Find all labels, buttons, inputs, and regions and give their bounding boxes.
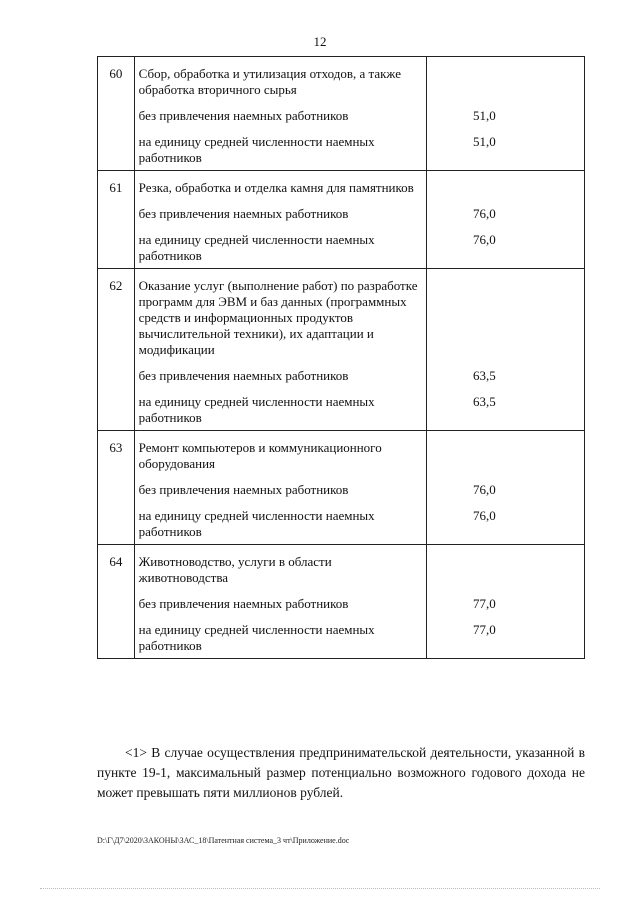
table-row xyxy=(98,134,585,171)
table-row xyxy=(98,57,585,109)
table-row xyxy=(98,206,585,232)
table-row xyxy=(98,596,585,622)
table-row xyxy=(98,232,585,269)
row-number: 62 xyxy=(98,269,135,369)
table-row xyxy=(98,394,585,431)
row-number: 61 xyxy=(98,171,135,207)
table-row xyxy=(98,482,585,508)
row-number: 64 xyxy=(98,545,135,597)
row-number: 60 xyxy=(98,57,135,109)
table-row xyxy=(98,368,585,394)
table-row xyxy=(98,108,585,134)
footnote xyxy=(97,743,585,803)
activity-title: Оказание услуг (выполнение работ) по разработке программ для ЭВМ и баз данных (программных средств и информационных продуктов вычислительной техники), их адаптации и модификации xyxy=(134,269,426,369)
value-cell xyxy=(426,57,584,109)
row-label: без привлечения наемных работников xyxy=(134,108,426,134)
activity-title: Сбор, обработка и утилизация отходов, а также обработка вторичного сырья xyxy=(134,57,426,109)
table-row xyxy=(98,622,585,659)
table-row xyxy=(98,545,585,597)
row-label: без привлечения наемных работников xyxy=(134,368,426,394)
table-row xyxy=(98,269,585,369)
row-value: 63,5 xyxy=(426,368,584,394)
row-value: 63,5 xyxy=(426,394,584,431)
row-label: на единицу средней численности наемных работников xyxy=(134,508,426,545)
activity-title: Животноводство, услуги в области животноводства xyxy=(134,545,426,597)
scan-artifact-line xyxy=(40,888,600,890)
row-value: 77,0 xyxy=(426,596,584,622)
row-label: на единицу средней численности наемных работников xyxy=(134,232,426,269)
page-number: 12 xyxy=(313,34,327,49)
activity-title: Резка, обработка и отделка камня для памятников xyxy=(134,171,426,207)
patent-income-table xyxy=(97,56,585,659)
table-row xyxy=(98,431,585,483)
row-value: 76,0 xyxy=(426,232,584,269)
row-label: на единицу средней численности наемных работников xyxy=(134,622,426,659)
table-row xyxy=(98,171,585,207)
activity-title: Ремонт компьютеров и коммуникационного оборудования xyxy=(134,431,426,483)
row-value: 76,0 xyxy=(426,482,584,508)
row-value: 51,0 xyxy=(426,134,584,171)
row-label: без привлечения наемных работников xyxy=(134,596,426,622)
row-value: 76,0 xyxy=(426,206,584,232)
file-path: D:\Г\Д7\2020\ЗАКОНЫ\ЗАС_18\Патентная система_3 чт\Приложение.doc xyxy=(97,836,350,845)
table-row xyxy=(98,508,585,545)
row-number: 63 xyxy=(98,431,135,483)
row-value: 77,0 xyxy=(426,622,584,659)
footnote-text: <1> В случае осуществления предпринимательской деятельности, указанной в пункте 19-1, максимальный размер потенциально возможного годового дохода не может превышать пяти миллионов рублей. xyxy=(97,745,585,800)
row-label: без привлечения наемных работников xyxy=(134,482,426,508)
row-label: без привлечения наемных работников xyxy=(134,206,426,232)
row-value: 51,0 xyxy=(426,108,584,134)
row-label: на единицу средней численности наемных работников xyxy=(134,134,426,171)
row-label: на единицу средней численности наемных работников xyxy=(134,394,426,431)
row-value: 76,0 xyxy=(426,508,584,545)
